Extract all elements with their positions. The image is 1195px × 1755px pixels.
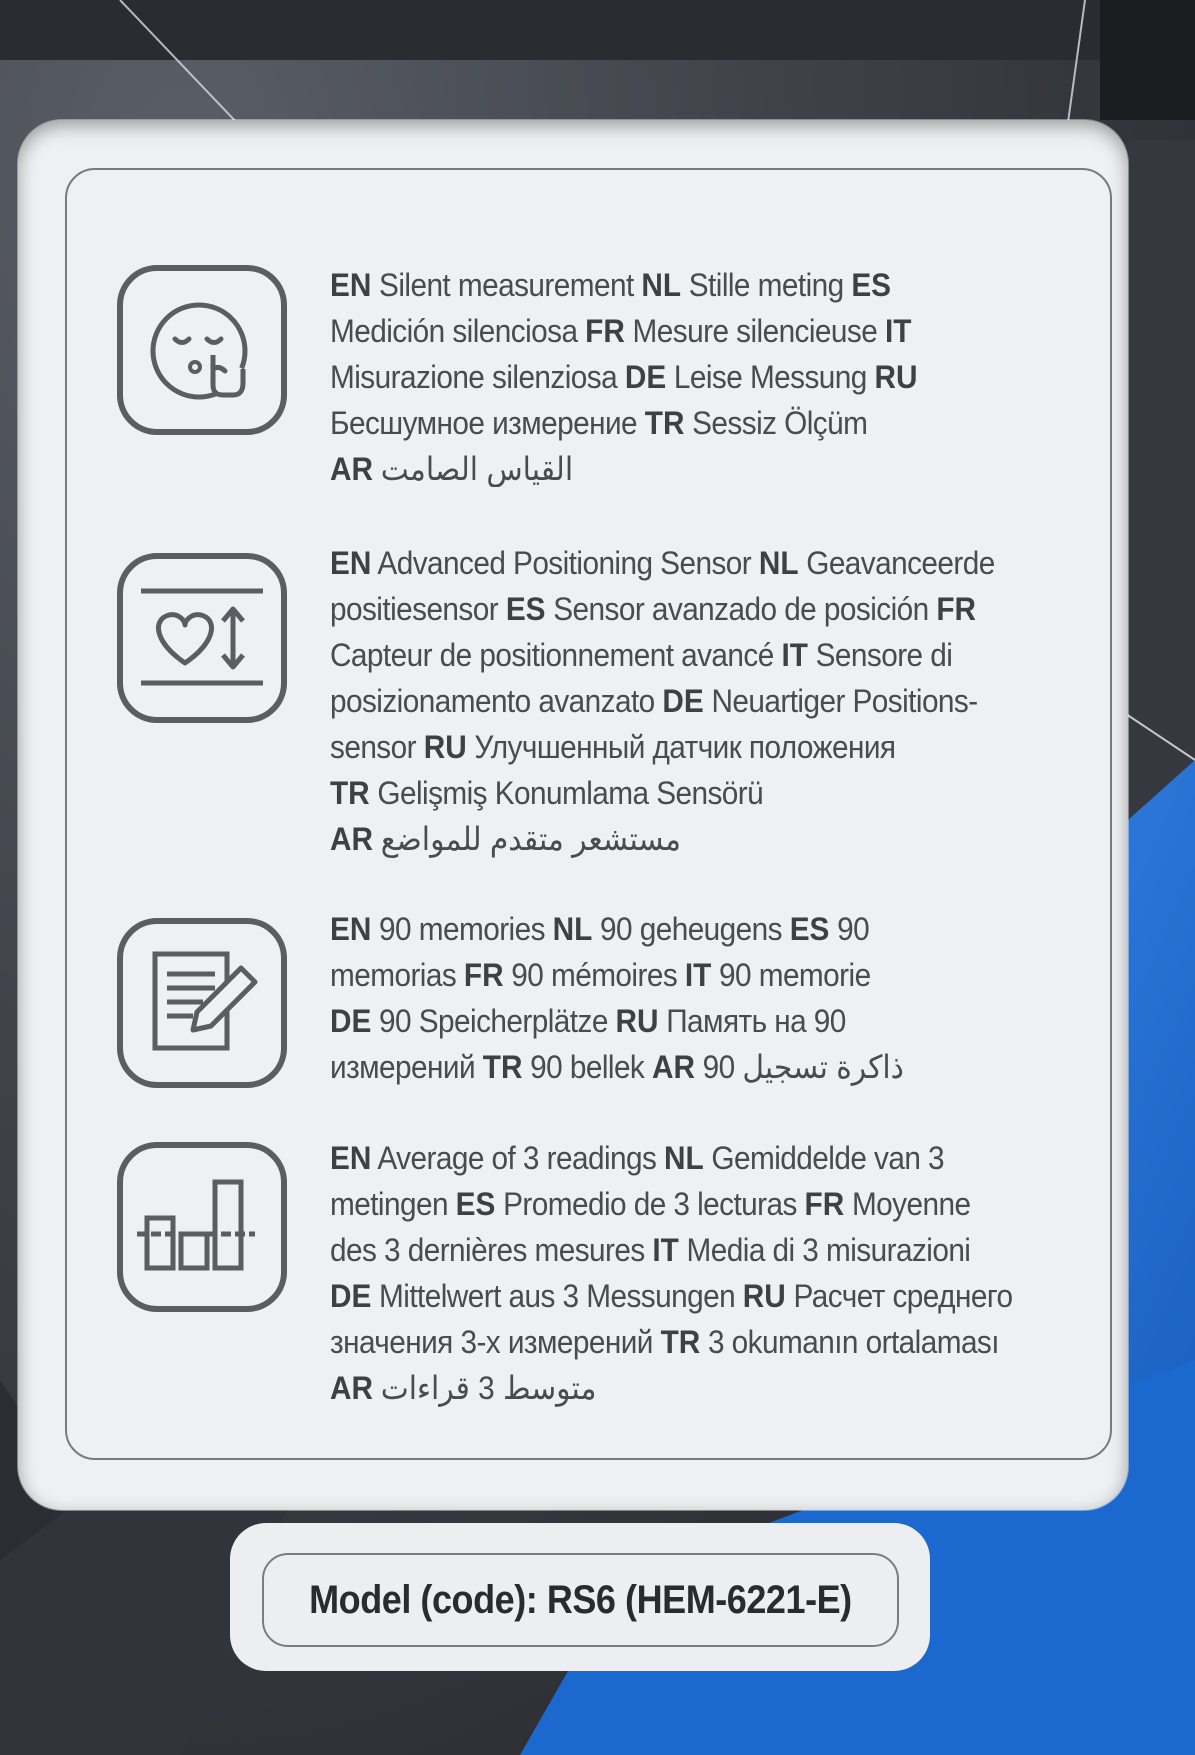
feature-text-line	[330, 1044, 1037, 1090]
language-code: AR	[330, 821, 373, 857]
feature-text: Gelişmiş Konumlama Sensörü	[369, 775, 764, 811]
feature-text-line	[330, 1181, 1037, 1227]
feature-text: Average of 3 readings	[371, 1140, 665, 1176]
model-code-text: Model (code): RS6 (HEM-6221-E)	[309, 1577, 852, 1622]
feature-text: positiesensor	[330, 591, 506, 627]
language-code: RU	[742, 1278, 786, 1314]
feature-text-line	[330, 998, 1037, 1044]
feature-text: metingen	[330, 1186, 456, 1222]
feature-text-line	[330, 1319, 1037, 1365]
feature-text: измерений	[330, 1049, 483, 1085]
feature-text-line	[330, 1227, 1037, 1273]
language-code: EN	[330, 911, 372, 947]
feature-90-memories	[330, 906, 1037, 1090]
feature-text-line	[330, 906, 1037, 952]
feature-text: Mittelwert aus 3 Messungen	[371, 1278, 743, 1314]
feature-text: Capteur de positionnement avancé	[330, 637, 782, 673]
feature-text-line	[330, 1365, 1037, 1411]
feature-text: des 3 dernières mesures	[330, 1232, 653, 1268]
language-code: NL	[641, 267, 682, 303]
language-code: IT	[684, 957, 712, 993]
language-code: RU	[874, 359, 918, 395]
feature-text: Бесшумное измерение	[330, 405, 645, 441]
language-code: ES	[455, 1186, 496, 1222]
language-code: NL	[664, 1140, 704, 1176]
language-code: RU	[423, 729, 467, 765]
feature-text-line	[330, 770, 1037, 816]
feature-text: 90 geheugens	[592, 911, 790, 947]
language-code: IT	[652, 1232, 679, 1268]
feature-text: Silent measurement	[371, 267, 642, 303]
feature-text: Promedio de 3 lecturas	[495, 1186, 805, 1222]
feature-text: Mesure silencieuse	[624, 313, 885, 349]
feature-text: Medición silenciosa	[330, 313, 586, 349]
language-code: IT	[781, 637, 808, 673]
feature-text: 90 mémoires	[503, 957, 685, 993]
feature-text: Sensore di	[807, 637, 953, 673]
language-code: DE	[624, 359, 667, 395]
feature-text: Расчет среднего	[785, 1278, 1013, 1314]
language-code: TR	[330, 775, 370, 811]
feature-text: memorias	[330, 957, 464, 993]
feature-text-line	[330, 816, 1037, 862]
language-code: AR	[330, 1370, 373, 1406]
language-code: DE	[330, 1003, 372, 1039]
feature-text: Neuartiger Positions-	[703, 683, 978, 719]
language-code: NL	[552, 911, 593, 947]
language-code: FR	[936, 591, 977, 627]
feature-text-line	[330, 952, 1037, 998]
feature-text: Moyenne	[844, 1186, 971, 1222]
feature-text: 90 Speicherplätze	[371, 1003, 616, 1039]
feature-text: значения 3-х измерений	[330, 1324, 661, 1360]
language-code: EN	[330, 267, 372, 303]
bar-chart-average-icon	[117, 1142, 287, 1312]
feature-text: Sessiz Ölçüm	[684, 405, 868, 441]
feature-text: 3 okumanın ortalaması	[700, 1324, 999, 1360]
feature-text-line	[330, 446, 1037, 492]
language-code: AR	[651, 1049, 695, 1085]
feature-text-line	[330, 308, 1037, 354]
feature-text-line	[330, 400, 1037, 446]
feature-text: Media di 3 misurazioni	[678, 1232, 971, 1268]
feature-text: القياس الصامت	[372, 451, 574, 487]
feature-text: sensor	[330, 729, 424, 765]
language-code: EN	[330, 1140, 372, 1176]
language-code: TR	[660, 1324, 701, 1360]
feature-text-line	[330, 1135, 1037, 1181]
feature-text-line	[330, 632, 1037, 678]
language-code: IT	[884, 313, 912, 349]
feature-text-line	[330, 678, 1037, 724]
feature-text: Gemiddelde van 3	[703, 1140, 945, 1176]
feature-text: Sensor avanzado de posición	[545, 591, 937, 627]
language-code: RU	[615, 1003, 659, 1039]
memo-pen-icon	[117, 918, 287, 1088]
feature-text-line	[330, 262, 1037, 308]
feature-advanced-positioning-sensor	[330, 540, 1037, 862]
feature-text: posizionamento avanzato	[330, 683, 663, 719]
feature-text: Misurazione silenziosa	[330, 359, 625, 395]
language-code: ES	[789, 911, 830, 947]
feature-text: مستشعر متقدم للمواضع	[372, 821, 681, 857]
feature-text-line	[330, 540, 1037, 586]
feature-text-line	[330, 354, 1037, 400]
feature-text: Память на 90	[658, 1003, 846, 1039]
model-label	[262, 1553, 899, 1647]
language-code: AR	[330, 451, 373, 487]
feature-silent-measurement	[330, 262, 1037, 492]
feature-text: Geavanceerde	[798, 545, 995, 581]
language-code: ES	[851, 267, 892, 303]
language-code: FR	[463, 957, 504, 993]
feature-text: Stille meting	[681, 267, 852, 303]
feature-text: 90 ذاكرة تسجيل	[694, 1049, 904, 1085]
feature-text: Advanced Positioning Sensor	[371, 545, 759, 581]
language-code: ES	[505, 591, 546, 627]
feature-text: 90 bellek	[522, 1049, 652, 1085]
feature-text: متوسط 3 قراءات	[372, 1370, 597, 1406]
feature-text: Leise Messung	[666, 359, 875, 395]
language-code: TR	[482, 1049, 523, 1085]
language-code: EN	[330, 545, 372, 581]
language-code: FR	[585, 313, 625, 349]
language-code: FR	[804, 1186, 845, 1222]
feature-text: Улучшенный датчик положения	[466, 729, 896, 765]
feature-text-line	[330, 1273, 1037, 1319]
feature-average-of-3-readings	[330, 1135, 1037, 1411]
language-code: NL	[758, 545, 799, 581]
feature-text: 90	[829, 911, 870, 947]
silent-face-icon	[117, 265, 287, 435]
language-code: DE	[330, 1278, 372, 1314]
language-code: TR	[644, 405, 685, 441]
feature-text-line	[330, 586, 1037, 632]
heart-position-sensor-icon	[117, 553, 287, 723]
feature-text: 90 memories	[371, 911, 553, 947]
feature-text: 90 memorie	[711, 957, 871, 993]
feature-text-line	[330, 724, 1037, 770]
language-code: DE	[662, 683, 704, 719]
